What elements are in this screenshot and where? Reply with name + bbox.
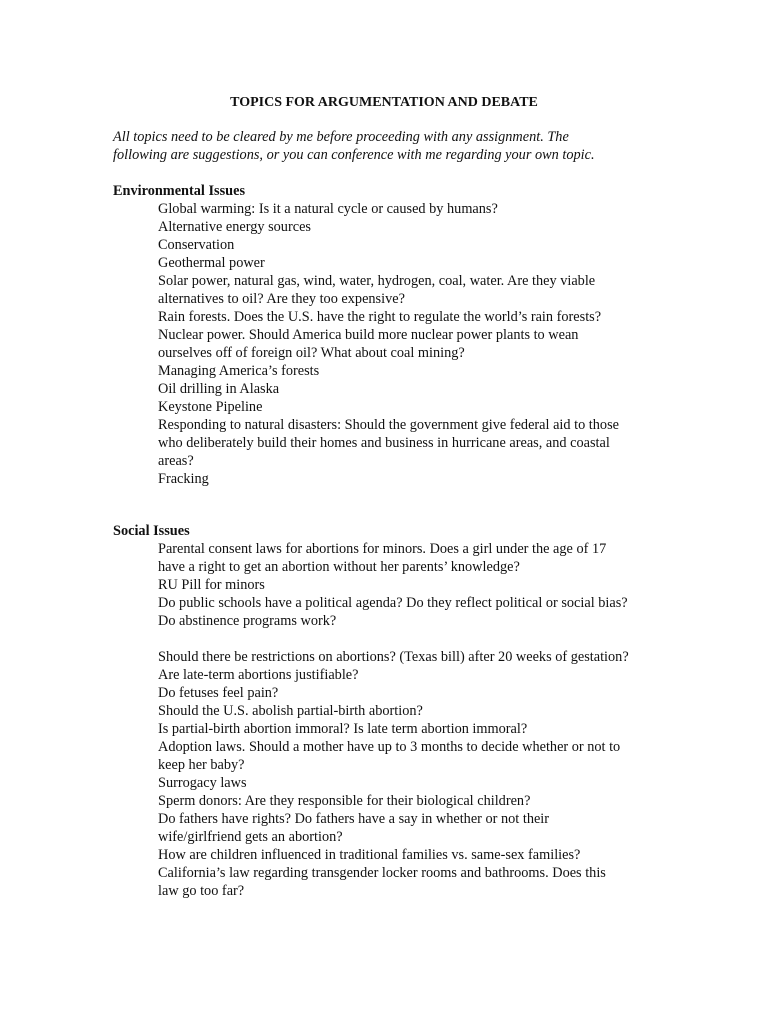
list-item: Adoption laws. Should a mother have up to 3 months to decide whether or not to: [158, 739, 621, 755]
list-item: Fracking: [158, 471, 209, 487]
list-item: Is partial-birth abortion immoral? Is late term abortion immoral?: [158, 721, 528, 737]
list-item: law go too far?: [158, 883, 245, 899]
list-item: Sperm donors: Are they responsible for their biological children?: [158, 793, 531, 809]
list-item: keep her baby?: [158, 757, 245, 773]
list-item: RU Pill for minors: [158, 577, 265, 593]
list-item: wife/girlfriend gets an abortion?: [158, 829, 343, 845]
list-item: ourselves off of foreign oil? What about coal mining?: [158, 345, 465, 361]
list-item: Do fetuses feel pain?: [158, 685, 279, 701]
list-item: Geothermal power: [158, 255, 265, 271]
list-item: areas?: [158, 453, 194, 469]
document-title: TOPICS FOR ARGUMENTATION AND DEBATE: [230, 95, 538, 110]
list-item: Do fathers have rights? Do fathers have a say in whether or not their: [158, 811, 550, 827]
list-item: alternatives to oil? Are they too expensive?: [158, 291, 405, 307]
section-heading-environmental: Environmental Issues: [113, 183, 246, 199]
list-item: Conservation: [158, 237, 235, 253]
list-item: How are children influenced in traditional families vs. same-sex families?: [158, 847, 581, 863]
list-item: Should there be restrictions on abortions? (Texas bill) after 20 weeks of gestation?: [158, 649, 629, 665]
list-item: Parental consent laws for abortions for minors. Does a girl under the age of 17: [158, 541, 607, 557]
list-item: Global warming: Is it a natural cycle or caused by humans?: [158, 201, 498, 217]
list-spacer: [158, 630, 713, 648]
list-item: Oil drilling in Alaska: [158, 381, 280, 397]
list-item: Solar power, natural gas, wind, water, hydrogen, coal, water. Are they viable: [158, 273, 596, 289]
intro-line: following are suggestions, or you can conference with me regarding your own topic.: [113, 147, 595, 163]
list-item: Keystone Pipeline: [158, 399, 263, 415]
list-item: Do abstinence programs work?: [158, 613, 337, 629]
intro-line: All topics need to be cleared by me before proceeding with any assignment. The: [113, 129, 569, 145]
list-item: Responding to natural disasters: Should the government give federal aid to those: [158, 417, 619, 433]
list-item: California’s law regarding transgender locker rooms and bathrooms. Does this: [158, 865, 606, 881]
environmental-topic-list: [158, 200, 713, 488]
list-item: Should the U.S. abolish partial-birth abortion?: [158, 703, 423, 719]
list-item: Are late-term abortions justifiable?: [158, 667, 359, 683]
social-section: [113, 522, 713, 900]
list-item: Do public schools have a political agenda? Do they reflect political or social bias?: [158, 595, 628, 611]
list-item: have a right to get an abortion without her parents’ knowledge?: [158, 559, 520, 575]
section-heading-social: Social Issues: [113, 523, 190, 539]
list-item: who deliberately build their homes and business in hurricane areas, and coastal: [158, 435, 610, 451]
list-item: Managing America’s forests: [158, 363, 320, 379]
list-item: Surrogacy laws: [158, 775, 247, 791]
list-item: Nuclear power. Should America build more nuclear power plants to wean: [158, 327, 579, 343]
environmental-section: [113, 182, 713, 488]
social-topic-list: [158, 540, 713, 900]
list-item: Rain forests. Does the U.S. have the right to regulate the world’s rain forests?: [158, 309, 602, 325]
intro-paragraph: [113, 128, 673, 164]
list-item: Alternative energy sources: [158, 219, 311, 235]
